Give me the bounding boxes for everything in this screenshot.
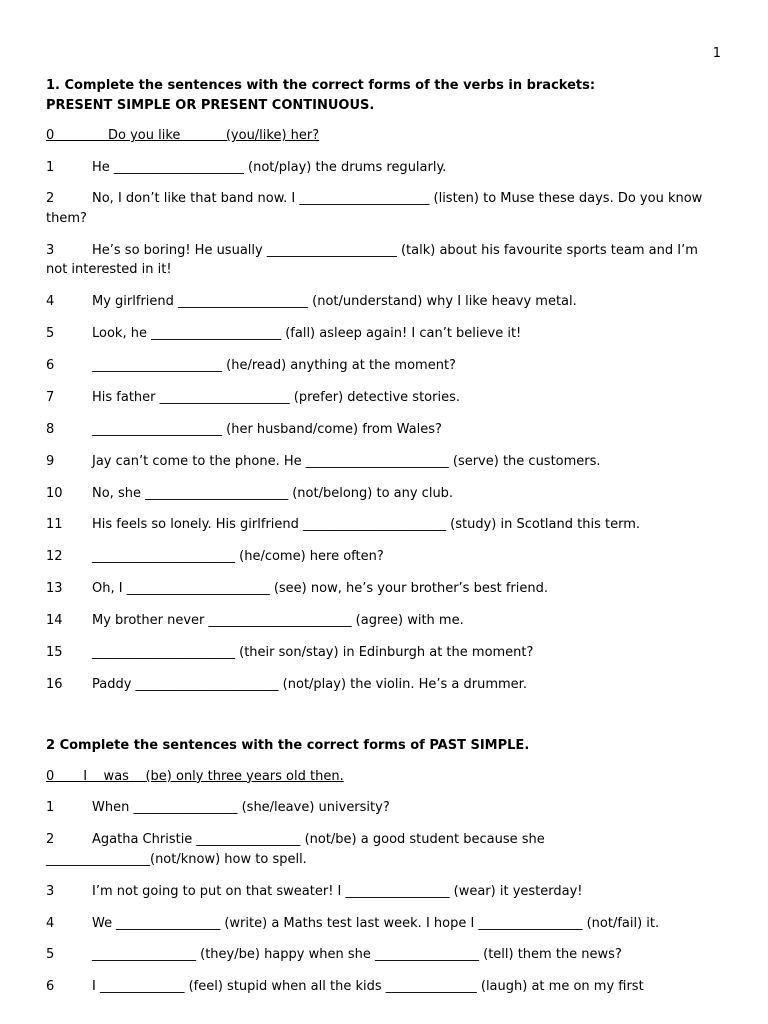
- item-text: Agatha Christie ________________ (not/be) a good student because she ________________(not/know) how to spell.: [46, 832, 549, 867]
- item-number: 16: [46, 676, 63, 692]
- section1-title: [46, 76, 722, 115]
- exercise-item: [46, 241, 722, 280]
- item-text: ______________________ (he/come) here often?: [92, 549, 384, 565]
- exercise-item: [46, 292, 722, 312]
- item-number: 3: [46, 242, 55, 258]
- item-text: ________________ (they/be) happy when she ________________ (tell) them the news?: [92, 947, 622, 963]
- item-number: 4: [46, 294, 55, 310]
- exercise-item: [46, 356, 722, 376]
- section2-example: 0 I was (be) only three years old then.: [46, 768, 344, 784]
- section1-title-line2: PRESENT SIMPLE OR PRESENT CONTINUOUS.: [46, 97, 375, 113]
- item-text: When ________________ (she/leave) university?: [92, 800, 390, 816]
- item-text: I’m not going to put on that sweater! I ________________ (wear) it yesterday!: [92, 883, 583, 899]
- section1-example: 0 Do you like (you/like) her?: [46, 128, 320, 143]
- item-text: We ________________ (write) a Maths test last week. I hope I ________________ (not/fail) it.: [92, 915, 660, 931]
- item-number: 6: [46, 357, 55, 373]
- item-text: He ____________________ (not/play) the drums regularly.: [92, 159, 447, 175]
- exercise-item: [46, 420, 722, 440]
- exercise-item: [46, 798, 722, 818]
- section1-title-line1: 1. Complete the sentences with the correct forms of the verbs in brackets:: [46, 78, 596, 93]
- item-number: 2: [46, 832, 55, 848]
- exercise-item: [46, 830, 722, 869]
- exercise-item: [46, 579, 722, 599]
- item-number: 14: [46, 613, 63, 629]
- item-number: 12: [46, 549, 63, 565]
- section2-title: 2 Complete the sentences with the correct forms of PAST SIMPLE.: [46, 738, 530, 754]
- item-text: Jay can’t come to the phone. He ______________________ (serve) the customers.: [92, 453, 601, 469]
- exercise-item: [46, 611, 722, 631]
- exercise-item: [46, 675, 722, 695]
- item-text: His feels so lonely. His girlfriend ______________________ (study) in Scotland this term.: [92, 517, 640, 533]
- exercise-item: [46, 388, 722, 408]
- item-text: Paddy ______________________ (not/play) the violin. He’s a drummer.: [92, 676, 527, 692]
- item-number: 1: [46, 159, 55, 175]
- item-text: Look, he ____________________ (fall) asleep again! I can’t believe it!: [92, 326, 522, 342]
- item-number: 9: [46, 453, 55, 469]
- item-number: 5: [46, 947, 55, 963]
- item-number: 7: [46, 389, 55, 405]
- item-text: ____________________ (her husband/come) from Wales?: [92, 421, 442, 437]
- exercise-item: [46, 324, 722, 344]
- section1-list: [46, 158, 722, 695]
- item-number: 6: [46, 979, 55, 995]
- item-number: 1: [46, 800, 55, 816]
- item-number: 5: [46, 326, 55, 342]
- item-text: My girlfriend ____________________ (not/understand) why I like heavy metal.: [92, 294, 577, 310]
- item-text: He’s so boring! He usually ____________________ (talk) about his favourite sports team and I’m not interested in it!: [46, 242, 703, 278]
- exercise-item: [46, 452, 722, 472]
- item-number: 15: [46, 644, 63, 660]
- item-number: 11: [46, 517, 63, 533]
- item-text: My brother never ______________________ (agree) with me.: [92, 613, 464, 629]
- exercise-item: [46, 643, 722, 663]
- exercise-item: [46, 945, 722, 965]
- exercise-item: [46, 914, 722, 934]
- exercise-item: [46, 158, 722, 178]
- item-text: His father ____________________ (prefer) detective stories.: [92, 389, 460, 405]
- exercise-item: [46, 484, 722, 504]
- page-number: 1: [712, 46, 721, 61]
- exercise-item: [46, 515, 722, 535]
- item-text: ______________________ (their son/stay) in Edinburgh at the moment?: [92, 644, 534, 660]
- section2-list: [46, 798, 722, 996]
- item-number: 13: [46, 581, 63, 597]
- item-text: Oh, I ______________________ (see) now, he’s your brother’s best friend.: [92, 581, 548, 597]
- item-number: 2: [46, 191, 55, 207]
- exercise-item: [46, 189, 722, 228]
- item-text: I _____________ (feel) stupid when all the kids ______________ (laugh) at me on my first: [92, 979, 644, 995]
- item-number: 10: [46, 485, 63, 501]
- item-text: ____________________ (he/read) anything at the moment?: [92, 357, 456, 373]
- item-number: 3: [46, 883, 55, 899]
- item-number: 8: [46, 421, 55, 437]
- exercise-item: [46, 547, 722, 567]
- exercise-item: [46, 977, 722, 997]
- worksheet: [46, 76, 722, 1009]
- item-number: 4: [46, 915, 55, 931]
- item-text: No, she ______________________ (not/belong) to any club.: [92, 485, 454, 501]
- item-text: No, I don’t like that band now. I ____________________ (listen) to Muse these days. Do you know them?: [46, 191, 707, 226]
- exercise-item: [46, 882, 722, 902]
